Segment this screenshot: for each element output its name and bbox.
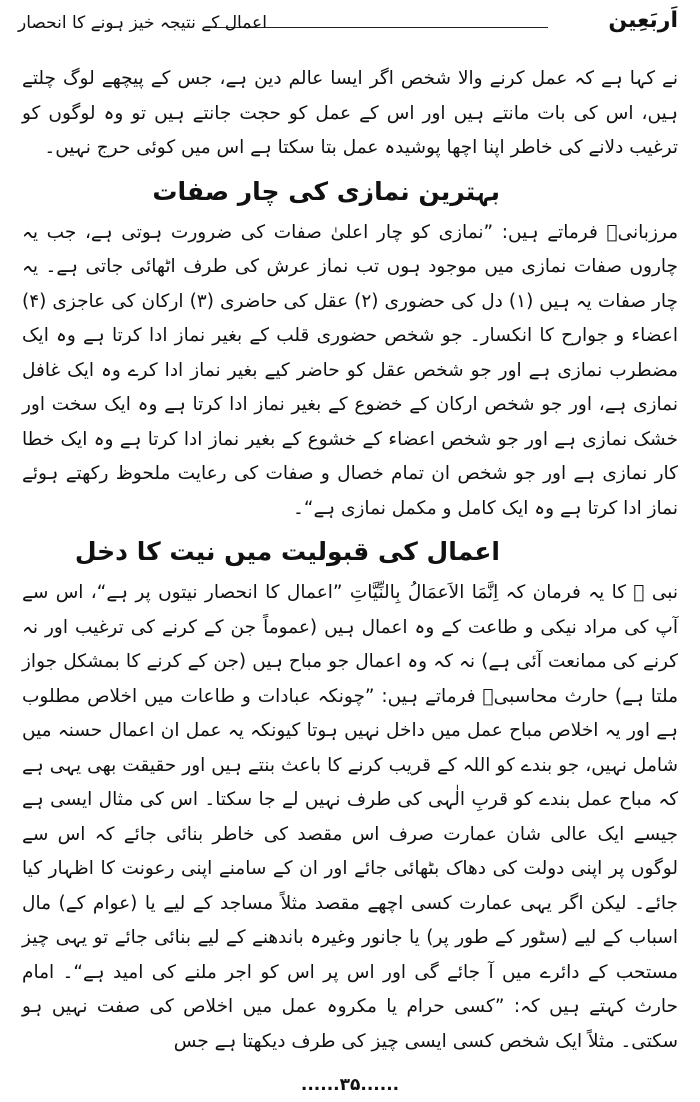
intro-paragraph: نے کہا ہے کہ عمل کرنے والا شخص اگر ایسا عالم دین ہے، جس کے پیچھے لوگ چلتے ہیں، اس کی بات مانتے ہیں اور اس کے عمل کو حجت جانتے ہیں تو وہ لوگوں کو ترغیب دلانے کی خاطر اپنا اچھا پوشیدہ عمل بتا سکتا ہے اس میں کوئی حرج نہیں۔ bbox=[22, 68, 678, 158]
section-heading-prayer: بہترین نمازی کی چار صفات bbox=[152, 176, 500, 206]
chapter-title: اعمال کے نتیجہ خیز ہونے کا انحصار bbox=[18, 13, 267, 33]
page-body bbox=[22, 62, 678, 1059]
book-title: اَربَعِین bbox=[608, 8, 678, 33]
page-header bbox=[18, 6, 678, 46]
page-number: ......۳۵...... bbox=[300, 1075, 400, 1095]
intention-paragraph: نبی ﷺ کا یہ فرمان کہ اِنَّمَا الاَعمَالُ بِالنِّیَّاتِ ”اعمال کا انحصار نیتوں پر ہے“، اس سے آپ کی مراد نیکی و طاعت کے وہ اعمال ہیں (عموماً جن کے کرنے کی ترغیب اور نہ کرنے کی ممانعت آئی ہے) نہ کہ وہ اعمال جو مباح ہیں (جن کے کرنے کا بمشکل جواز ملتا ہے) حارث محاسبیؒ فرماتے ہیں: ”چونکہ عبادات و طاعات میں اخلاص مطلوب ہے اور یہ اخلاص مباح عمل میں داخل نہیں ہوتا کیونکہ یہ عمل ان اعمال حسنہ میں شامل نہیں، جو بندے کو اللہ کے قریب کرنے کا باعث بنتے ہیں اور حقیقت بھی یہی ہے کہ مباح عمل بندے کو قربِ الٰہی کی طرف نہیں لے جا سکتا۔ اس کی مثال ایسی ہے جیسے ایک عالی شان عمارت صرف اس مقصد کی خاطر بنائی جائے کہ اس سے لوگوں پر اپنی دولت کی دھاک بٹھائی جائے اور ان کے سامنے اپنی رعونت کا اظہار کیا جائے۔ لیکن اگر یہی عمارت کسی اچھے مقصد مثلاً مساجد کے لیے یا (عوام کے) مال اسباب کے لیے (سٹور کے طور پر) یا جانور وغیرہ باندھنے کے لیے بنائی جائے تو یہی چیز مستحب کے دائرے میں آ جائے گی اور اس پر اس کو اجر ملنے کی امید ہے“۔ امام حارث کہتے ہیں کہ: ”کسی حرام یا مکروہ عمل میں اخلاص کی صفت نہیں ہو سکتی۔ مثلاً ایک شخص کسی ایسی چیز کی طرف دیکھتا ہے جس bbox=[22, 582, 678, 1052]
prayer-paragraph: مرزبانیؒ فرماتے ہیں: ”نمازی کو چار اعلیٰ صفات کی ضرورت ہوتی ہے، جب یہ چاروں صفات نمازی میں موجود ہوں تب نماز عرش کی طرف اٹھائی جاتی ہے۔ یہ چار صفات یہ ہیں (۱) دل کی حضوری (۲) عقل کی حاضری (۳) ارکان کی عاجزی (۴) اعضاء و جوارح کا انکسار۔ جو شخص حضوری قلب کے بغیر نماز ادا کرتا ہے وہ ایک مضطرب نمازی ہے اور جو شخص عقل کو حاضر کیے بغیر نماز ادا کرے وہ ایک غافل نمازی ہے، اور جو شخص ارکان کے خضوع کے بغیر نماز ادا کرتا ہے وہ ایک سخت اور خشک نمازی ہے اور جو شخص اعضاء کے خشوع کے بغیر نماز ادا کرتا ہے وہ ایک خطا کار نمازی ہے اور جو شخص ان تمام خصال و صفات کی رعایت ملحوظ رکھتے ہوئے نماز ادا کرتا ہے وہ ایک کامل و مکمل نمازی ہے“۔ bbox=[22, 221, 678, 519]
section-heading-intention: اعمال کی قبولیت میں نیت کا دخل bbox=[74, 537, 500, 566]
